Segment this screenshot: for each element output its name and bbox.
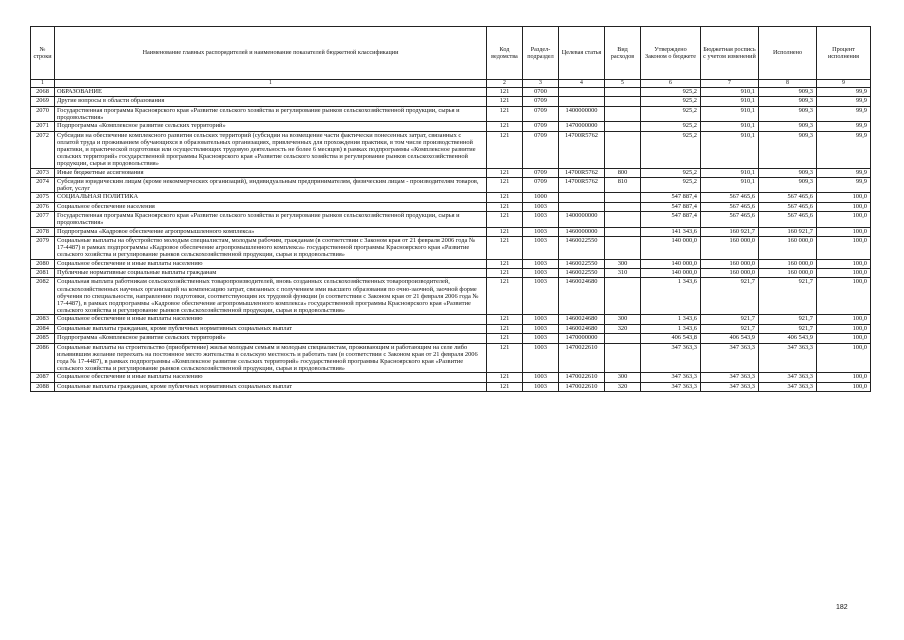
row-percent: 100,0 [817,227,871,236]
row-department-code: 121 [487,177,523,192]
row-executed: 909,3 [759,106,817,121]
row-section: 1003 [523,382,559,391]
row-approved: 347 363,3 [641,343,701,373]
row-target-item: 1460000000 [559,227,605,236]
row-executed: 909,3 [759,177,817,192]
column-number: 1 [55,80,487,88]
row-expense-type [605,97,641,106]
row-budget-schedule: 347 363,3 [701,382,759,391]
row-section: 0709 [523,97,559,106]
row-target-item: 14700R5762 [559,168,605,177]
row-expense-type [605,122,641,131]
column-number-row [31,80,871,88]
row-budget-schedule: 921,7 [701,324,759,333]
row-executed: 909,3 [759,88,817,97]
budget-table-sheet [30,26,870,392]
row-percent: 99,9 [817,177,871,192]
row-approved: 925,2 [641,97,701,106]
row-name: Государственная программа Красноярского края «Развитие сельского хозяйства и регулирование рынков сельскохозяйственной продукции, сырья и продовольствия» [55,106,487,121]
header-approved: Утверждено Законом о бюджете [641,27,701,80]
row-target-item: 1460024680 [559,324,605,333]
row-expense-type: 300 [605,315,641,324]
row-section: 1003 [523,334,559,343]
row-expense-type: 300 [605,259,641,268]
row-budget-schedule: 567 465,6 [701,202,759,211]
row-section: 0709 [523,168,559,177]
row-expense-type [605,202,641,211]
row-approved: 925,2 [641,131,701,168]
row-approved: 925,2 [641,122,701,131]
row-executed: 921,7 [759,324,817,333]
column-number: 9 [817,80,871,88]
row-approved: 1 343,6 [641,315,701,324]
row-target-item: 1460022550 [559,236,605,259]
row-percent: 100,0 [817,268,871,277]
row-section: 1003 [523,268,559,277]
row-budget-schedule: 347 363,3 [701,373,759,382]
row-expense-type [605,88,641,97]
row-approved: 347 363,3 [641,373,701,382]
row-section: 1003 [523,227,559,236]
row-percent: 100,0 [817,278,871,315]
row-executed: 347 363,3 [759,382,817,391]
row-number: 2087 [31,373,55,382]
row-target-item: 1470022610 [559,373,605,382]
table-row [31,168,871,177]
row-budget-schedule: 160 000,0 [701,268,759,277]
row-percent: 100,0 [817,382,871,391]
row-target-item: 14700R5762 [559,177,605,192]
row-department-code: 121 [487,131,523,168]
row-percent: 100,0 [817,236,871,259]
row-name: СОЦИАЛЬНАЯ ПОЛИТИКА [55,193,487,202]
row-percent: 100,0 [817,324,871,333]
table-row [31,268,871,277]
row-name: Иные бюджетные ассигнования [55,168,487,177]
row-section: 0709 [523,122,559,131]
header-name: Наименование главных распорядителей и наименование показателей бюджетной классификации [55,27,487,80]
row-number: 2083 [31,315,55,324]
row-section: 1003 [523,212,559,227]
row-section: 1003 [523,373,559,382]
row-percent: 99,9 [817,131,871,168]
row-department-code: 121 [487,268,523,277]
row-budget-schedule: 910,1 [701,131,759,168]
row-executed: 921,7 [759,278,817,315]
row-number: 2075 [31,193,55,202]
row-executed: 160 000,0 [759,268,817,277]
row-department-code: 121 [487,343,523,373]
row-target-item: 1460024680 [559,278,605,315]
row-target-item [559,88,605,97]
row-executed: 406 543,9 [759,334,817,343]
row-budget-schedule: 921,7 [701,315,759,324]
row-number: 2081 [31,268,55,277]
row-percent: 99,9 [817,122,871,131]
row-expense-type [605,343,641,373]
table-row [31,193,871,202]
row-executed: 909,3 [759,168,817,177]
table-row [31,202,871,211]
row-executed: 347 363,3 [759,373,817,382]
row-approved: 925,2 [641,106,701,121]
row-target-item: 1460022550 [559,268,605,277]
row-name: Подпрограмма «Комплексное развитие сельских территорий» [55,122,487,131]
row-budget-schedule: 910,1 [701,122,759,131]
row-executed: 567 465,6 [759,212,817,227]
row-department-code: 121 [487,193,523,202]
row-number: 2080 [31,259,55,268]
row-budget-schedule: 347 363,3 [701,343,759,373]
row-name: Субсидии на обеспечение комплексного развития сельских территорий (субсидии на возмещение части фактически понесенных затрат, связанных с оплатой труда и проживанием обучающихся в образовательных организациях, привлеченных для прохождения практики, в том числе производственной практики, и практической подготовки или осуществляющих трудовую деятельность не более 6 месяцев) в рамках подпрограммы «Комплексное развитие сельских территорий» государственной программы Красноярского края «Развитие сельского хозяйства и регулирование рынков сельскохозяйственной продукции, сырья и продовольствия» [55,131,487,168]
row-department-code: 121 [487,227,523,236]
row-department-code: 121 [487,324,523,333]
row-department-code: 121 [487,106,523,121]
row-department-code: 121 [487,278,523,315]
row-expense-type: 810 [605,177,641,192]
row-expense-type [605,278,641,315]
row-percent: 99,9 [817,106,871,121]
table-row [31,236,871,259]
row-executed: 567 465,6 [759,202,817,211]
row-target-item [559,97,605,106]
row-section: 1003 [523,278,559,315]
table-row [31,122,871,131]
row-target-item: 14700R5762 [559,131,605,168]
row-approved: 140 000,0 [641,259,701,268]
row-expense-type: 310 [605,268,641,277]
row-number: 2069 [31,97,55,106]
row-approved: 140 000,0 [641,236,701,259]
row-approved: 547 887,4 [641,212,701,227]
row-department-code: 121 [487,168,523,177]
row-expense-type [605,334,641,343]
row-number: 2076 [31,202,55,211]
header-percent: Процент исполнения [817,27,871,80]
row-section: 0700 [523,88,559,97]
table-row [31,324,871,333]
row-budget-schedule: 910,1 [701,106,759,121]
row-target-item: 1460022550 [559,259,605,268]
row-budget-schedule: 921,7 [701,278,759,315]
row-percent: 100,0 [817,334,871,343]
row-budget-schedule: 406 543,9 [701,334,759,343]
row-section: 1003 [523,343,559,373]
row-approved: 141 343,6 [641,227,701,236]
column-number: 6 [641,80,701,88]
row-number: 2074 [31,177,55,192]
row-expense-type [605,227,641,236]
table-row [31,212,871,227]
row-approved: 925,2 [641,88,701,97]
column-number: 1 [31,80,55,88]
row-approved: 1 343,6 [641,324,701,333]
row-executed: 909,3 [759,122,817,131]
table-row [31,259,871,268]
row-number: 2077 [31,212,55,227]
row-name: Социальные выплаты гражданам, кроме публичных нормативных социальных выплат [55,382,487,391]
row-name: Социальные выплаты гражданам, кроме публичных нормативных социальных выплат [55,324,487,333]
row-department-code: 121 [487,202,523,211]
row-department-code: 121 [487,373,523,382]
row-percent: 99,9 [817,97,871,106]
row-number: 2071 [31,122,55,131]
row-approved: 1 343,6 [641,278,701,315]
row-name: Социальные выплаты на обустройство молодым специалистам, молодым рабочим, гражданам (в соответствии с Законом края от 21 февраля 2006 года № 17-4487) в рамках подпрограммы «Кадровое обеспечение агропромышленного комплекса» государственной программы Красноярского края «Развитие сельского хозяйства и регулирование рынков сельскохозяйственной продукции, сырья и продовольствия» [55,236,487,259]
row-executed: 160 000,0 [759,236,817,259]
header-target-item: Целевая статья [559,27,605,80]
row-budget-schedule: 910,1 [701,168,759,177]
row-section: 0709 [523,177,559,192]
table-row [31,106,871,121]
column-number: 3 [523,80,559,88]
row-department-code: 121 [487,97,523,106]
header-section: Раздел-подраздел [523,27,559,80]
row-expense-type: 800 [605,168,641,177]
row-budget-schedule: 910,1 [701,177,759,192]
row-approved: 547 887,4 [641,193,701,202]
table-row [31,131,871,168]
row-approved: 406 543,8 [641,334,701,343]
table-row [31,373,871,382]
table-body [31,88,871,392]
row-name: Государственная программа Красноярского края «Развитие сельского хозяйства и регулирование рынков сельскохозяйственной продукции, сырья и продовольствия» [55,212,487,227]
table-row [31,343,871,373]
row-budget-schedule: 567 465,6 [701,212,759,227]
row-number: 2082 [31,278,55,315]
row-percent: 100,0 [817,212,871,227]
header-expense-type: Вид расходов [605,27,641,80]
row-department-code: 121 [487,382,523,391]
row-target-item: 1470022610 [559,343,605,373]
row-target-item: 1470022610 [559,382,605,391]
row-expense-type: 300 [605,373,641,382]
row-number: 2084 [31,324,55,333]
row-section: 1000 [523,193,559,202]
row-budget-schedule: 910,1 [701,97,759,106]
row-section: 0709 [523,131,559,168]
row-expense-type [605,236,641,259]
row-name: Социальное обеспечение и иные выплаты населению [55,373,487,382]
row-expense-type [605,106,641,121]
row-executed: 909,3 [759,131,817,168]
row-name: Социальное обеспечение населения [55,202,487,211]
row-expense-type: 320 [605,382,641,391]
row-number: 2088 [31,382,55,391]
row-expense-type [605,131,641,168]
header-budget-schedule: Бюджетная роспись с учетом изменений [701,27,759,80]
row-executed: 347 363,3 [759,343,817,373]
row-percent: 99,9 [817,88,871,97]
row-target-item: 1470000000 [559,334,605,343]
row-number: 2072 [31,131,55,168]
table-row [31,97,871,106]
row-percent: 100,0 [817,373,871,382]
row-number: 2079 [31,236,55,259]
table-row [31,315,871,324]
row-target-item [559,193,605,202]
row-number: 2085 [31,334,55,343]
column-number: 7 [701,80,759,88]
column-number: 5 [605,80,641,88]
table-row [31,227,871,236]
row-department-code: 121 [487,122,523,131]
header-executed: Исполнено [759,27,817,80]
row-percent: 100,0 [817,193,871,202]
header-row-number: № строки [31,27,55,80]
row-section: 1003 [523,324,559,333]
column-number: 4 [559,80,605,88]
row-budget-schedule: 567 465,6 [701,193,759,202]
row-budget-schedule: 160 000,0 [701,236,759,259]
row-number: 2086 [31,343,55,373]
row-executed: 160 921,7 [759,227,817,236]
row-percent: 100,0 [817,259,871,268]
row-target-item: 1400000000 [559,212,605,227]
row-expense-type [605,193,641,202]
row-number: 2070 [31,106,55,121]
row-target-item: 1460024680 [559,315,605,324]
row-section: 1003 [523,315,559,324]
table-row [31,382,871,391]
row-number: 2073 [31,168,55,177]
row-executed: 567 465,6 [759,193,817,202]
row-expense-type [605,212,641,227]
row-target-item: 1400000000 [559,106,605,121]
row-approved: 347 363,3 [641,382,701,391]
row-name: Подпрограмма «Комплексное развитие сельских территорий» [55,334,487,343]
row-department-code: 121 [487,212,523,227]
row-approved: 925,2 [641,168,701,177]
row-department-code: 121 [487,259,523,268]
row-number: 2068 [31,88,55,97]
row-department-code: 121 [487,315,523,324]
row-approved: 547 887,4 [641,202,701,211]
budget-table [30,26,871,392]
table-header-row [31,27,871,80]
row-budget-schedule: 910,1 [701,88,759,97]
row-approved: 925,2 [641,177,701,192]
row-name: Публичные нормативные социальные выплаты гражданам [55,268,487,277]
row-name: Социальное обеспечение и иные выплаты населению [55,315,487,324]
table-row [31,88,871,97]
row-executed: 160 000,0 [759,259,817,268]
row-section: 1003 [523,259,559,268]
row-budget-schedule: 160 000,0 [701,259,759,268]
row-percent: 99,9 [817,168,871,177]
row-percent: 100,0 [817,202,871,211]
header-department-code: Код ведомства [487,27,523,80]
row-name: Социальное обеспечение и иные выплаты населению [55,259,487,268]
table-row [31,334,871,343]
row-target-item: 1470000000 [559,122,605,131]
table-row [31,278,871,315]
row-name: Социальная выплата работникам сельскохозяйственных товаропроизводителей, вновь созданных сельскохозяйственных товаропроизводителей, сельскохозяйственных научных организаций на компенсацию затрат, связанных с получением ими высшего образования по очно-заочной, заочной форме обучения по специальности, направлению подготовки, соответствующим их трудовой функции (в соответствии с Законом края от 21 февраля 2006 года № 17-4487), в рамках подпрограммы «Кадровое обеспечение агропромышленного комплекса» государственной программы Красноярского края «Развитие сельского хозяйства и регулирование рынков сельскохозяйственной продукции, сырья и продовольствия» [55,278,487,315]
row-section: 1003 [523,202,559,211]
row-department-code: 121 [487,236,523,259]
row-department-code: 121 [487,88,523,97]
row-number: 2078 [31,227,55,236]
row-executed: 909,3 [759,97,817,106]
row-executed: 921,7 [759,315,817,324]
column-number: 8 [759,80,817,88]
row-percent: 100,0 [817,315,871,324]
row-section: 0709 [523,106,559,121]
row-name: Субсидии юридическим лицам (кроме некоммерческих организаций), индивидуальным предпринимателям, физическим лицам - производителям товаров, работ, услуг [55,177,487,192]
row-name: ОБРАЗОВАНИЕ [55,88,487,97]
row-name: Социальные выплаты на строительство (приобретение) жилья молодым семьям и молодым специалистам, проживающим и работающим на селе либо изъявившим желание переехать на постоянное место жительства в сельскую местность и работать там (в соответствии с Законом края от 21 февраля 2006 года № 17-4487), в рамках подпрограммы «Комплексное развитие сельских территорий» государственной программы Красноярского края «Развитие сельского хозяйства и регулирование рынков сельскохозяйственной продукции, сырья и продовольствия» [55,343,487,373]
row-expense-type: 320 [605,324,641,333]
row-percent: 100,0 [817,343,871,373]
row-name: Другие вопросы в области образования [55,97,487,106]
row-budget-schedule: 160 921,7 [701,227,759,236]
row-target-item [559,202,605,211]
column-number: 2 [487,80,523,88]
row-name: Подпрограмма «Кадровое обеспечение агропромышленного комплекса» [55,227,487,236]
row-approved: 140 000,0 [641,268,701,277]
row-department-code: 121 [487,334,523,343]
page-number: 182 [836,604,848,611]
row-section: 1003 [523,236,559,259]
table-row [31,177,871,192]
